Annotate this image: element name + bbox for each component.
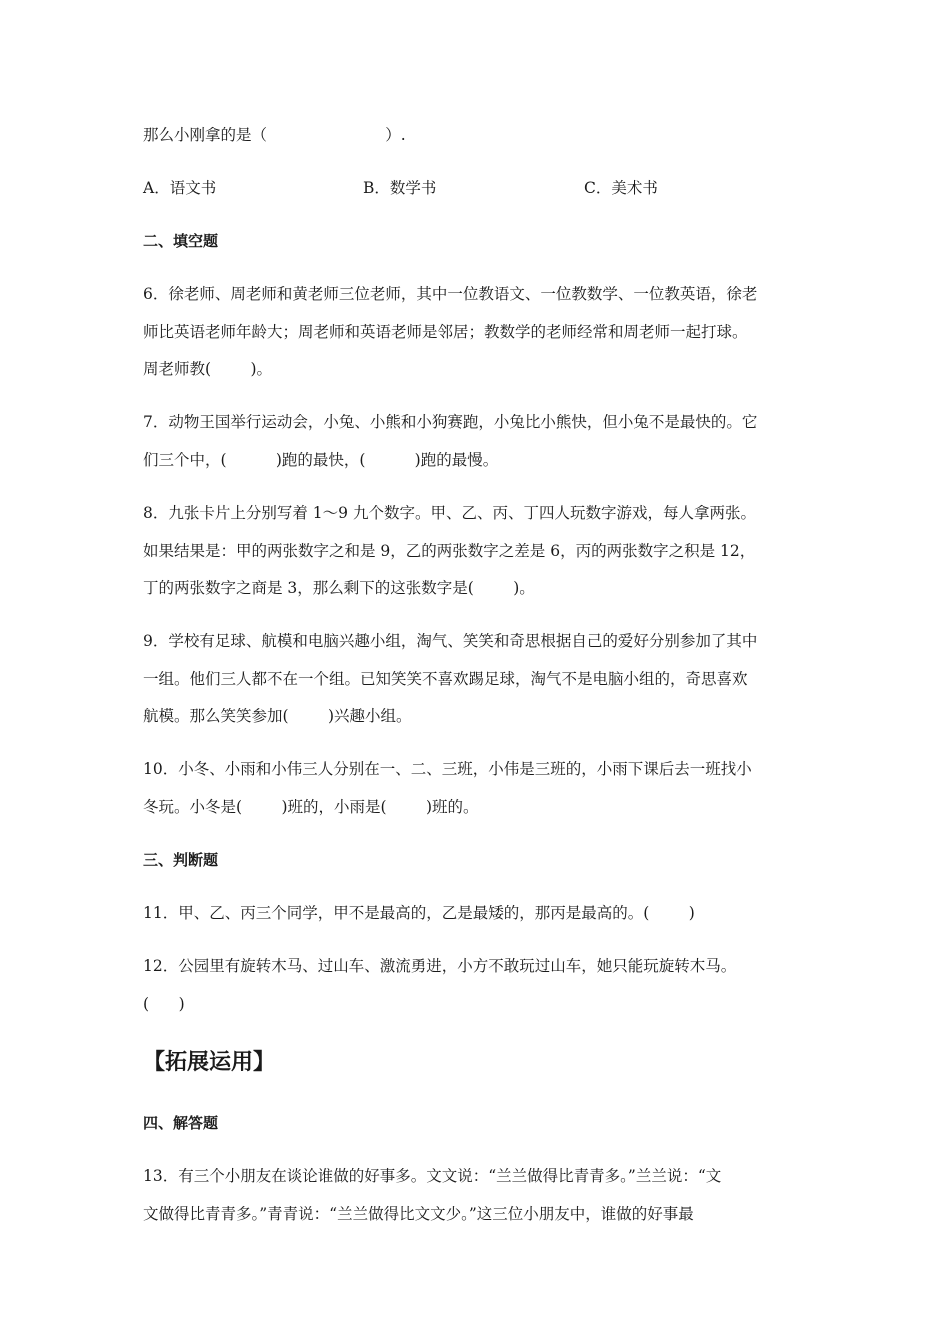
q9-line-3: 航模。那么笑笑参加( )兴趣小组。 bbox=[143, 707, 412, 725]
q11-line: 11．甲、乙、丙三个同学，甲不是最高的，乙是最矮的，那丙是最高的。( ) bbox=[143, 904, 695, 922]
q10-line-1: 10．小冬、小雨和小伟三人分别在一、二、三班，小伟是三班的，小雨下课后去一班找小 bbox=[143, 760, 752, 778]
q8-line-1: 8．九张卡片上分别写着 1～9 九个数字。甲、乙、丙、丁四人玩数字游戏，每人拿两张。 bbox=[143, 504, 756, 522]
q5-option-b: B．数学书 bbox=[363, 179, 437, 197]
q6-line-2: 师比英语老师年龄大；周老师和英语老师是邻居；教数学的老师经常和周老师一起打球。 bbox=[143, 323, 748, 341]
q13-line-2: 文做得比青青多。”青青说：“兰兰做得比文文少。”这三位小朋友中，谁做的好事最 bbox=[143, 1205, 694, 1223]
section-heading-answer: 四、解答题 bbox=[143, 1114, 219, 1132]
q13-line-1: 13．有三个小朋友在谈论谁做的好事多。文文说：“兰兰做得比青青多。”兰兰说：“文 bbox=[143, 1167, 722, 1185]
q7-line-1: 7．动物王国举行运动会，小兔、小熊和小狗赛跑，小兔比小熊快，但小兔不是最快的。它 bbox=[143, 413, 758, 431]
expand-title: 【拓展运用】 bbox=[143, 1050, 276, 1075]
q6-line-1: 6．徐老师、周老师和黄老师三位老师，其中一位教语文、一位教数学、一位教英语，徐老 bbox=[143, 285, 758, 303]
q5-option-a: A．语文书 bbox=[143, 179, 217, 197]
q9-line-1: 9．学校有足球、航模和电脑兴趣小组，淘气、笑笑和奇思根据自己的爱好分别参加了其中 bbox=[143, 632, 758, 650]
q10-line-2: 冬玩。小冬是( )班的，小雨是( )班的。 bbox=[143, 798, 479, 816]
q12-line-2: ( ) bbox=[143, 995, 185, 1013]
section-heading-fill-in: 二、填空题 bbox=[143, 232, 219, 250]
section-heading-judgement: 三、判断题 bbox=[143, 851, 219, 869]
q9-line-2: 一组。他们三人都不在一个组。已知笑笑不喜欢踢足球，淘气不是电脑小组的，奇思喜欢 bbox=[143, 670, 748, 688]
q6-line-3: 周老师教( )。 bbox=[143, 360, 273, 378]
q8-line-2: 如果结果是：甲的两张数字之和是 9，乙的两张数字之差是 6，丙的两张数字之积是 12， bbox=[143, 542, 756, 560]
q5-tail: 那么小刚拿的是（ ）. bbox=[143, 126, 406, 144]
q5-option-c: C．美术书 bbox=[584, 179, 658, 197]
q8-line-3: 丁的两张数字之商是 3，那么剩下的这张数字是( )。 bbox=[143, 579, 535, 597]
q12-line-1: 12．公园里有旋转木马、过山车、激流勇进，小方不敢玩过山车，她只能玩旋转木马。 bbox=[143, 957, 737, 975]
q7-line-2: 们三个中，( )跑的最快，( )跑的最慢。 bbox=[143, 451, 499, 469]
